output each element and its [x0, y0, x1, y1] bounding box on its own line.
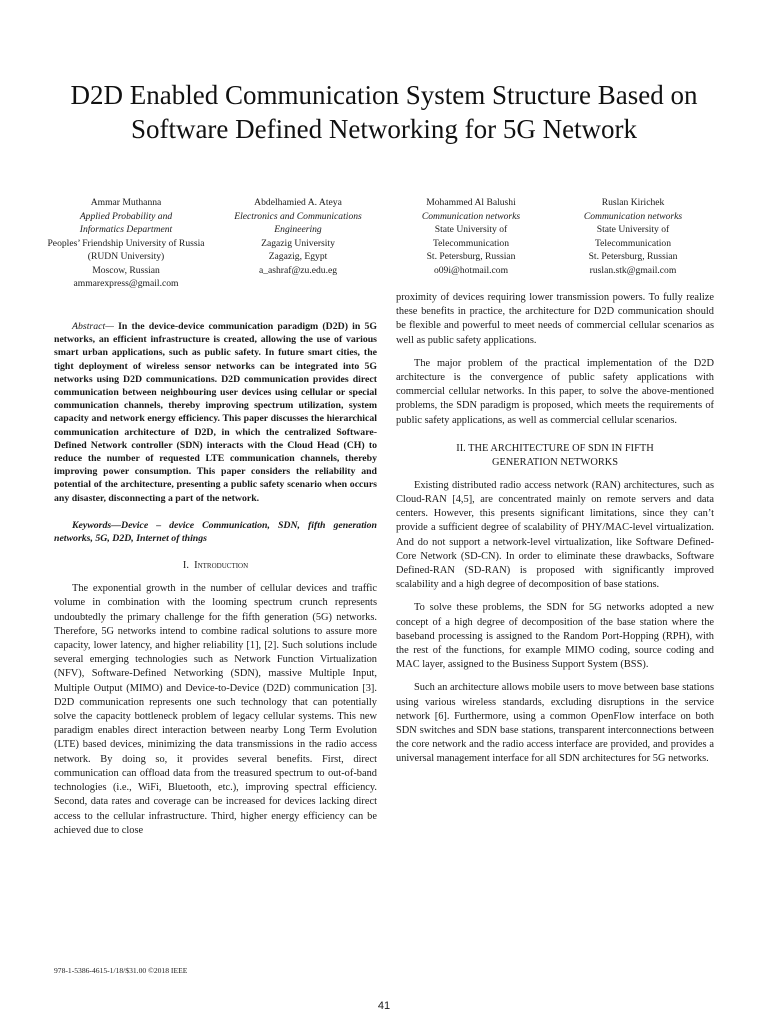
- author-2: [218, 196, 378, 277]
- abstract-label: Abstract—: [72, 321, 114, 332]
- author-institution: State University of Telecommunication: [432, 224, 510, 249]
- section2-paragraph-1: Existing distributed radio access network (RAN) architectures, such as Cloud-RAN [4,5], are concentrated mainly on remote servers and data centers. However, this presents significant limitations, since they can’t provide a sufficient degree of scalability of PHY/MAC-level virtualization. And do not support a network-level virtualization, like Software Defined-Core Network (SD-CN). In order to eliminate these drawbacks, Software Defined-RAN (SD-RAN) is proposed with significantly improved scalability and a high degree of decomposition of base stations.: [396, 479, 714, 591]
- author-email: a_ashraf@zu.edu.eg: [258, 264, 338, 276]
- author-name: Ammar Muthanna: [90, 197, 162, 208]
- section-heading-architecture: II. THE ARCHITECTURE OF SDN IN FIFTH GENERATION NETWORKS: [456, 442, 654, 468]
- author-department: Electronics and Communications Engineering: [234, 210, 362, 235]
- keywords: [54, 519, 377, 545]
- section2-paragraph-3: Such an architecture allows mobile users to move between base stations using various wireless standards, excluding disruptions in the service network [6]. Furthermore, using a common OpenFlow interface on both SDN switches and SDN base stations, transparent interconnections between the core network and the radio access interface are provided, and provides a universal management interface for all SDN architectures for 5G networks.: [396, 682, 714, 765]
- author-institution: Zagazig University: [261, 237, 335, 249]
- intro-paragraph-continued: proximity of devices requiring lower transmission powers. To fully realize these benefits in practice, the architecture for D2D communication should be flexible and powerful to meet needs of commercial cellular scenarios as well as public safety applications.: [396, 292, 714, 346]
- author-email: ammarexpress@gmail.com: [73, 278, 179, 289]
- right-column: [396, 291, 714, 776]
- author-institution: Peoples’ Friendship University of Russia (RUDN University): [47, 237, 205, 262]
- author-block: [46, 196, 726, 296]
- author-institution: State University of Telecommunication: [594, 224, 672, 249]
- copyright-footer: 978-1-5386-4615-1/18/$31.00 ©2018 IEEE: [54, 966, 188, 975]
- author-email: ruslan.stk@gmail.com: [589, 264, 677, 276]
- author-department: Applied Probability and Informatics Department: [79, 210, 173, 235]
- left-column: [54, 320, 377, 847]
- author-3: [396, 196, 546, 277]
- author-1: [46, 196, 206, 291]
- author-department: Communication networks: [583, 210, 683, 222]
- paper-title: D2D Enabled Communication System Structure Based on Software Defined Networking for 5G Network: [70, 80, 698, 144]
- section-number: I.: [182, 560, 189, 572]
- author-location: Zagazig, Egypt: [268, 251, 328, 262]
- keywords-text: Device – device Communication, SDN, fifth generation networks, 5G, D2D, Internet of things: [54, 519, 377, 545]
- abstract-text: In the device-device communication paradigm (D2D) in 5G networks, an efficient infrastructure is created, allowing the use of various smart urban applications, such as public safety. In future smart cities, the tight deployment of wireless sensor networks can be integrated into 5G networks using D2D communications. D2D communication provides direct communication between neighbouring user devices using cellular or special communication channels, thereby improving spectrum utilization, system capacity and network energy efficiency. This paper discusses the hierarchical communication architecture of D2D, in which the centralized Software-Defined Network controller (SDN) interacts with the Cloud Head (CH) to reduce the number of requested LTE communication channels, thereby improving power consumption. This paper considers the reliability and potential of the architecture, presenting a public safety scenario when occurs any disaster, disconnecting a part of the network.: [54, 321, 378, 504]
- intro-paragraph-2: The major problem of the practical implementation of the D2D architecture is the convergence of public safety applications with commercial cellular networks. In this paper, to solve the above-mentioned problems, the SDN paradigm is proposed, which meets the requirements of public safety applications, as well as commercial cellular scenarios.: [396, 357, 714, 426]
- author-4: [558, 196, 708, 277]
- intro-paragraph: The exponential growth in the number of cellular devices and traffic volume in combination with the looming spectrum crunch represents undoubtedly the primary challenge for the fifth generation (5G) networks. Therefore, 5G networks intend to combine radical solutions to assure more capacity, lower latency, and higher reliability [1], [2]. Such solutions include several emerging technologies such as Network Function Virtualization (NFV), Software-Defined Networking (SDN), massive Multiple Input, Multiple Output (MIMO) and Device-to-Device (D2D) communication [3]. D2D communication represents one such technology that can potentially solve the capacity bottleneck problem of legacy cellular systems. This new paradigm enables direct interaction between nearby Long Term Evolution (LTE) based devices, minimizing the data transmissions in the radio access network. By doing so, it provides several benefits. First, direct communication can offload data from the treasured spectrum to out-of-band technologies (i.e., WiFi, Bluetooth, etc.), improving spectral efficiency. Second, data rates and coverage can be increased for devices lacking direct access to the cellular infrastructure. Third, higher energy efficiency can be achieved due to close: [54, 583, 377, 836]
- author-name: Mohammed Al Balushi: [426, 197, 516, 208]
- section-title: Introduction: [194, 560, 249, 572]
- author-location: St. Petersburg, Russian: [588, 251, 678, 262]
- author-email: o09i@hotmail.com: [433, 264, 509, 276]
- author-location: St. Petersburg, Russian: [426, 251, 516, 262]
- section-heading-introduction: [54, 559, 377, 573]
- section2-paragraph-2: To solve these problems, the SDN for 5G networks adopted a new concept of a high degree of decomposition of the base station where the baseband processing is assigned to the Random Port-Hopping (RPH), with the rest of the functions, for example MIMO coding, source coding and MAC layer, assigned to the Business Support System (BSS).: [396, 602, 714, 671]
- keywords-label: Keywords—: [72, 519, 121, 531]
- author-name: Ruslan Kirichek: [601, 197, 665, 208]
- author-name: Abdelhamied A. Ateya: [254, 197, 342, 208]
- page-number: 41: [377, 1000, 391, 1012]
- author-department: Communication networks: [421, 210, 521, 222]
- abstract: [54, 320, 377, 505]
- author-location: Moscow, Russian: [92, 264, 160, 276]
